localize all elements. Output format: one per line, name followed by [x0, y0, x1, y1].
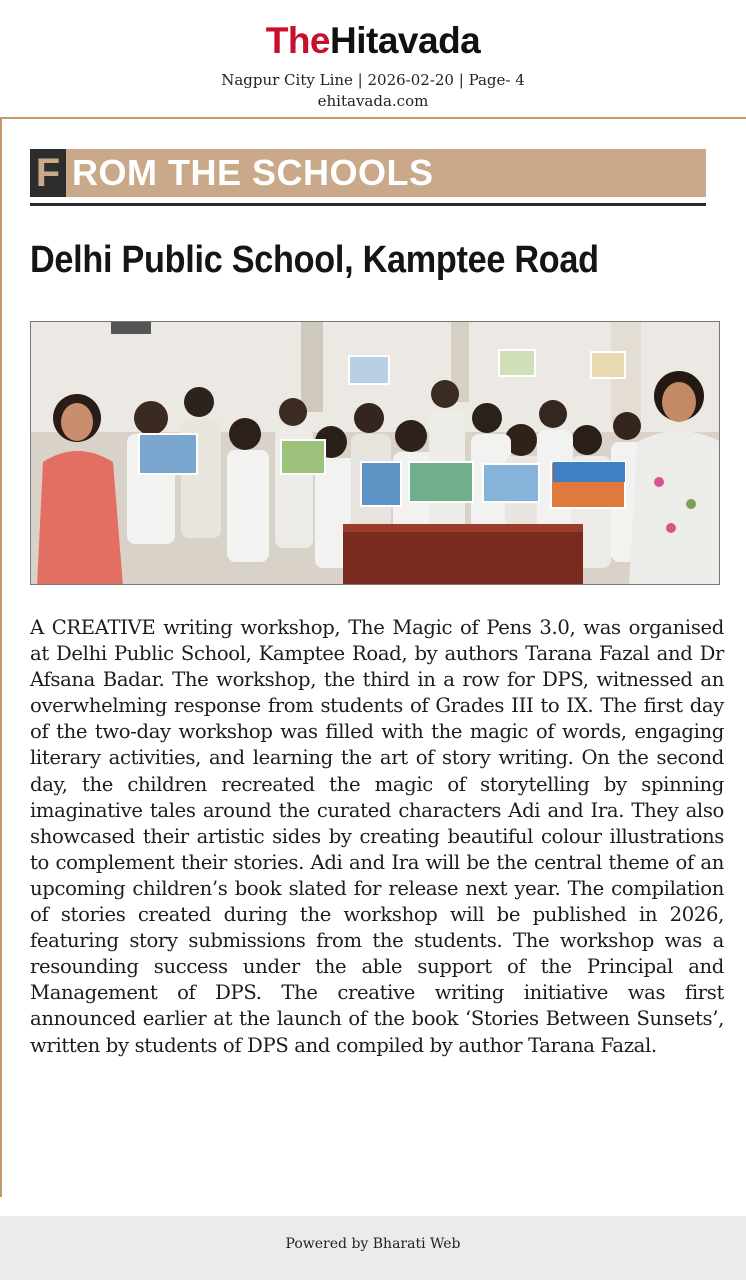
- section-initial-letter: F: [30, 149, 66, 197]
- section-divider: [30, 203, 706, 206]
- website-link[interactable]: ehitavada.com: [317, 92, 429, 110]
- edition-line: Nagpur City Line | 2026-02-20 | Page- 4: [221, 71, 525, 89]
- article-photo: [30, 321, 720, 585]
- newspaper-logo[interactable]: [0, 18, 746, 64]
- article-headline: Delhi Public School, Kamptee Road: [30, 239, 599, 281]
- footer-bar: [0, 1216, 746, 1280]
- article-clipping: [0, 117, 746, 1197]
- section-title: ROM THE SCHOOLS: [72, 152, 434, 193]
- logo-name: Hitavada: [330, 20, 481, 61]
- article-body: A CREATIVE writing workshop, The Magic of Pens 3.0, was organised at Delhi Public School, Kamptee Road, by authors Tarana Fazal and Dr Afsana Badar. The workshop, the third in a row for DPS, witnessed an overwhelming response from students of Grades III to IX. The first day of the two-day workshop was filled with the magic of words, engaging literary activities, and learning the art of story writing. On the second day, the children recreated the magic of storytelling by spinning imaginative tales around the curated characters Adi and Ira. They also showcased their artistic sides by creating beautiful colour illustrations to complement their stories. Adi and Ira will be the central theme of an upcoming children’s book slated for release next year. The compilation of stories created during the workshop will be published in 2026, featuring story submissions from the students. The workshop was a resounding success under the able support of the Principal and Management of DPS. The creative writing initiative was first announced earlier at the launch of the book ‘Stories Between Sunsets’, written by students of DPS and compiled by author Tarana Fazal.: [30, 616, 724, 1057]
- powered-by-link[interactable]: Powered by Bharati Web: [285, 1236, 461, 1252]
- masthead: [0, 0, 746, 118]
- section-header: [30, 149, 706, 197]
- logo-the: The: [265, 20, 331, 61]
- group-photo-illustration: [31, 322, 720, 585]
